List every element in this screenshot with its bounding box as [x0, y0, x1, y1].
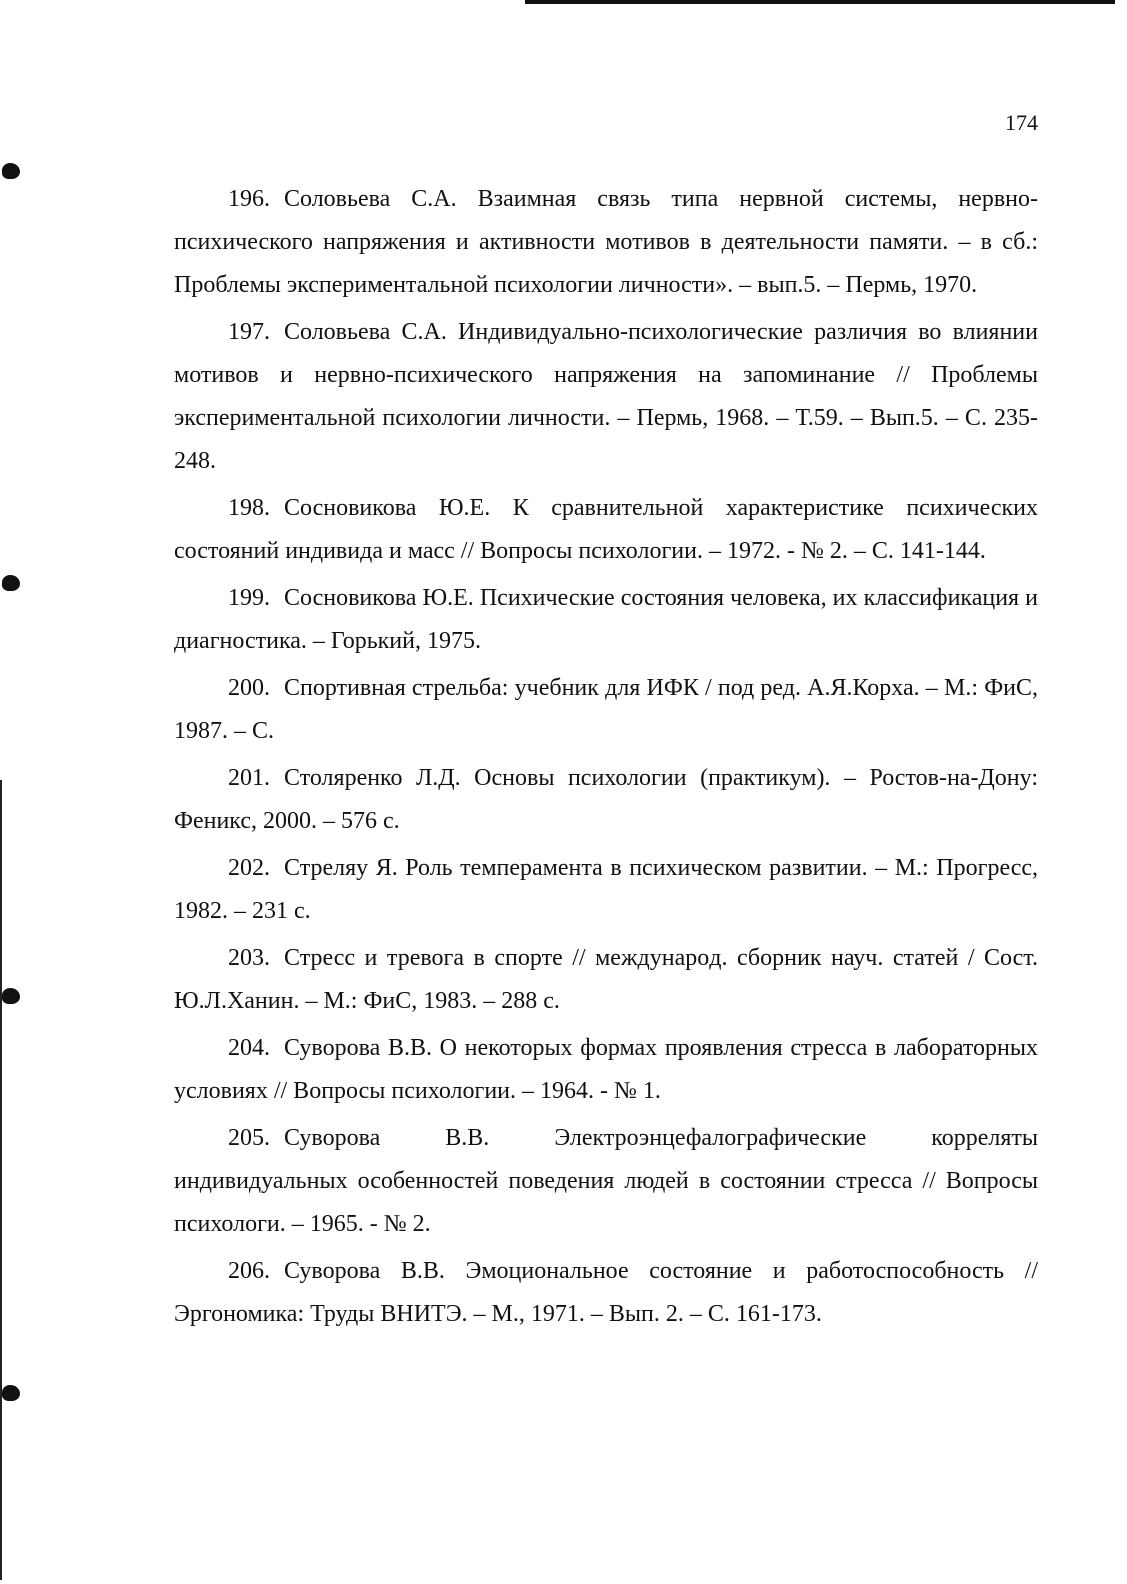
- reference-text: Сосновикова Ю.Е. Психические состояния человека, их классификация и диагностика. – Горький, 1975.: [174, 585, 1038, 654]
- reference-item: [174, 1027, 1038, 1113]
- top-border-line: [525, 0, 1115, 4]
- reference-number: 203.: [228, 945, 270, 971]
- reference-item: [174, 487, 1038, 573]
- reference-item: [174, 178, 1038, 307]
- reference-number: 198.: [228, 495, 270, 521]
- reference-text: Столяренко Л.Д. Основы психологии (практикум). – Ростов-на-Дону: Феникс, 2000. – 576 с.: [174, 765, 1038, 834]
- reference-number: 196.: [228, 186, 270, 212]
- reference-text: Спортивная стрельба: учебник для ИФК / под ред. А.Я.Корха. – М.: ФиС, 1987. – С.: [174, 675, 1038, 744]
- binder-hole-mark: [2, 163, 20, 179]
- reference-number: 205.: [228, 1125, 270, 1151]
- reference-number: 202.: [228, 855, 270, 881]
- reference-item: [174, 847, 1038, 933]
- reference-item: [174, 1250, 1038, 1336]
- reference-number: 206.: [228, 1258, 270, 1284]
- reference-item: [174, 937, 1038, 1023]
- left-page-edge: [0, 780, 2, 1580]
- reference-number: 201.: [228, 765, 270, 791]
- reference-text: Суворова В.В. Электроэнцефалографические корреляты индивидуальных особенностей поведения людей в состоянии стресса // Вопросы психологи. – 1965. - № 2.: [174, 1125, 1038, 1237]
- reference-text: Суворова В.В. О некоторых формах проявления стресса в лабораторных условиях // Вопросы психологии. – 1964. - № 1.: [174, 1035, 1038, 1104]
- reference-item: [174, 577, 1038, 663]
- reference-text: Стресс и тревога в спорте // междунарoд. сборник науч. статей / Сост. Ю.Л.Ханин. – М.: ФиС, 1983. – 288 с.: [174, 945, 1038, 1014]
- reference-item: [174, 1117, 1038, 1246]
- reference-text: Соловьева С.А. Индивидуально-психологические различия во влиянии мотивов и нервно-психического напряжения на запоминание // Проблемы экспериментальной психологии личности. – Пермь, 1968. – Т.59. – Вып.5. – С. 235-248.: [174, 319, 1038, 474]
- binder-hole-mark: [2, 1385, 20, 1401]
- page-number: 174: [1005, 110, 1038, 135]
- reference-item: [174, 311, 1038, 483]
- reference-number: 197.: [228, 319, 270, 345]
- reference-item: [174, 757, 1038, 843]
- binder-hole-mark: [2, 988, 20, 1004]
- binder-hole-mark: [2, 575, 20, 591]
- reference-text: Соловьева С.А. Взаимная связь типа нервной системы, нервно-психического напряжения и активности мотивов в деятельности памяти. – в сб.: Проблемы экспериментальной психологии личности». – вып.5. – Пермь, 1970.: [174, 186, 1038, 298]
- reference-list: [174, 178, 1038, 1340]
- reference-text: Суворова В.В. Эмоциональное состояние и работоспособность // Эргономика: Труды ВНИТЭ. – М., 1971. – Вып. 2. – С. 161-173.: [174, 1258, 1038, 1327]
- reference-text: Сосновикова Ю.Е. К сравнительной характеристике психических состояний индивида и масс // Вопросы психологии. – 1972. - № 2. – С. 141-144.: [174, 495, 1038, 564]
- reference-number: 200.: [228, 675, 270, 701]
- reference-item: [174, 667, 1038, 753]
- reference-text: Стреляу Я. Роль темперамента в психическом развитии. – М.: Прогресс, 1982. – 231 с.: [174, 855, 1038, 924]
- reference-number: 204.: [228, 1035, 270, 1061]
- reference-number: 199.: [228, 585, 270, 611]
